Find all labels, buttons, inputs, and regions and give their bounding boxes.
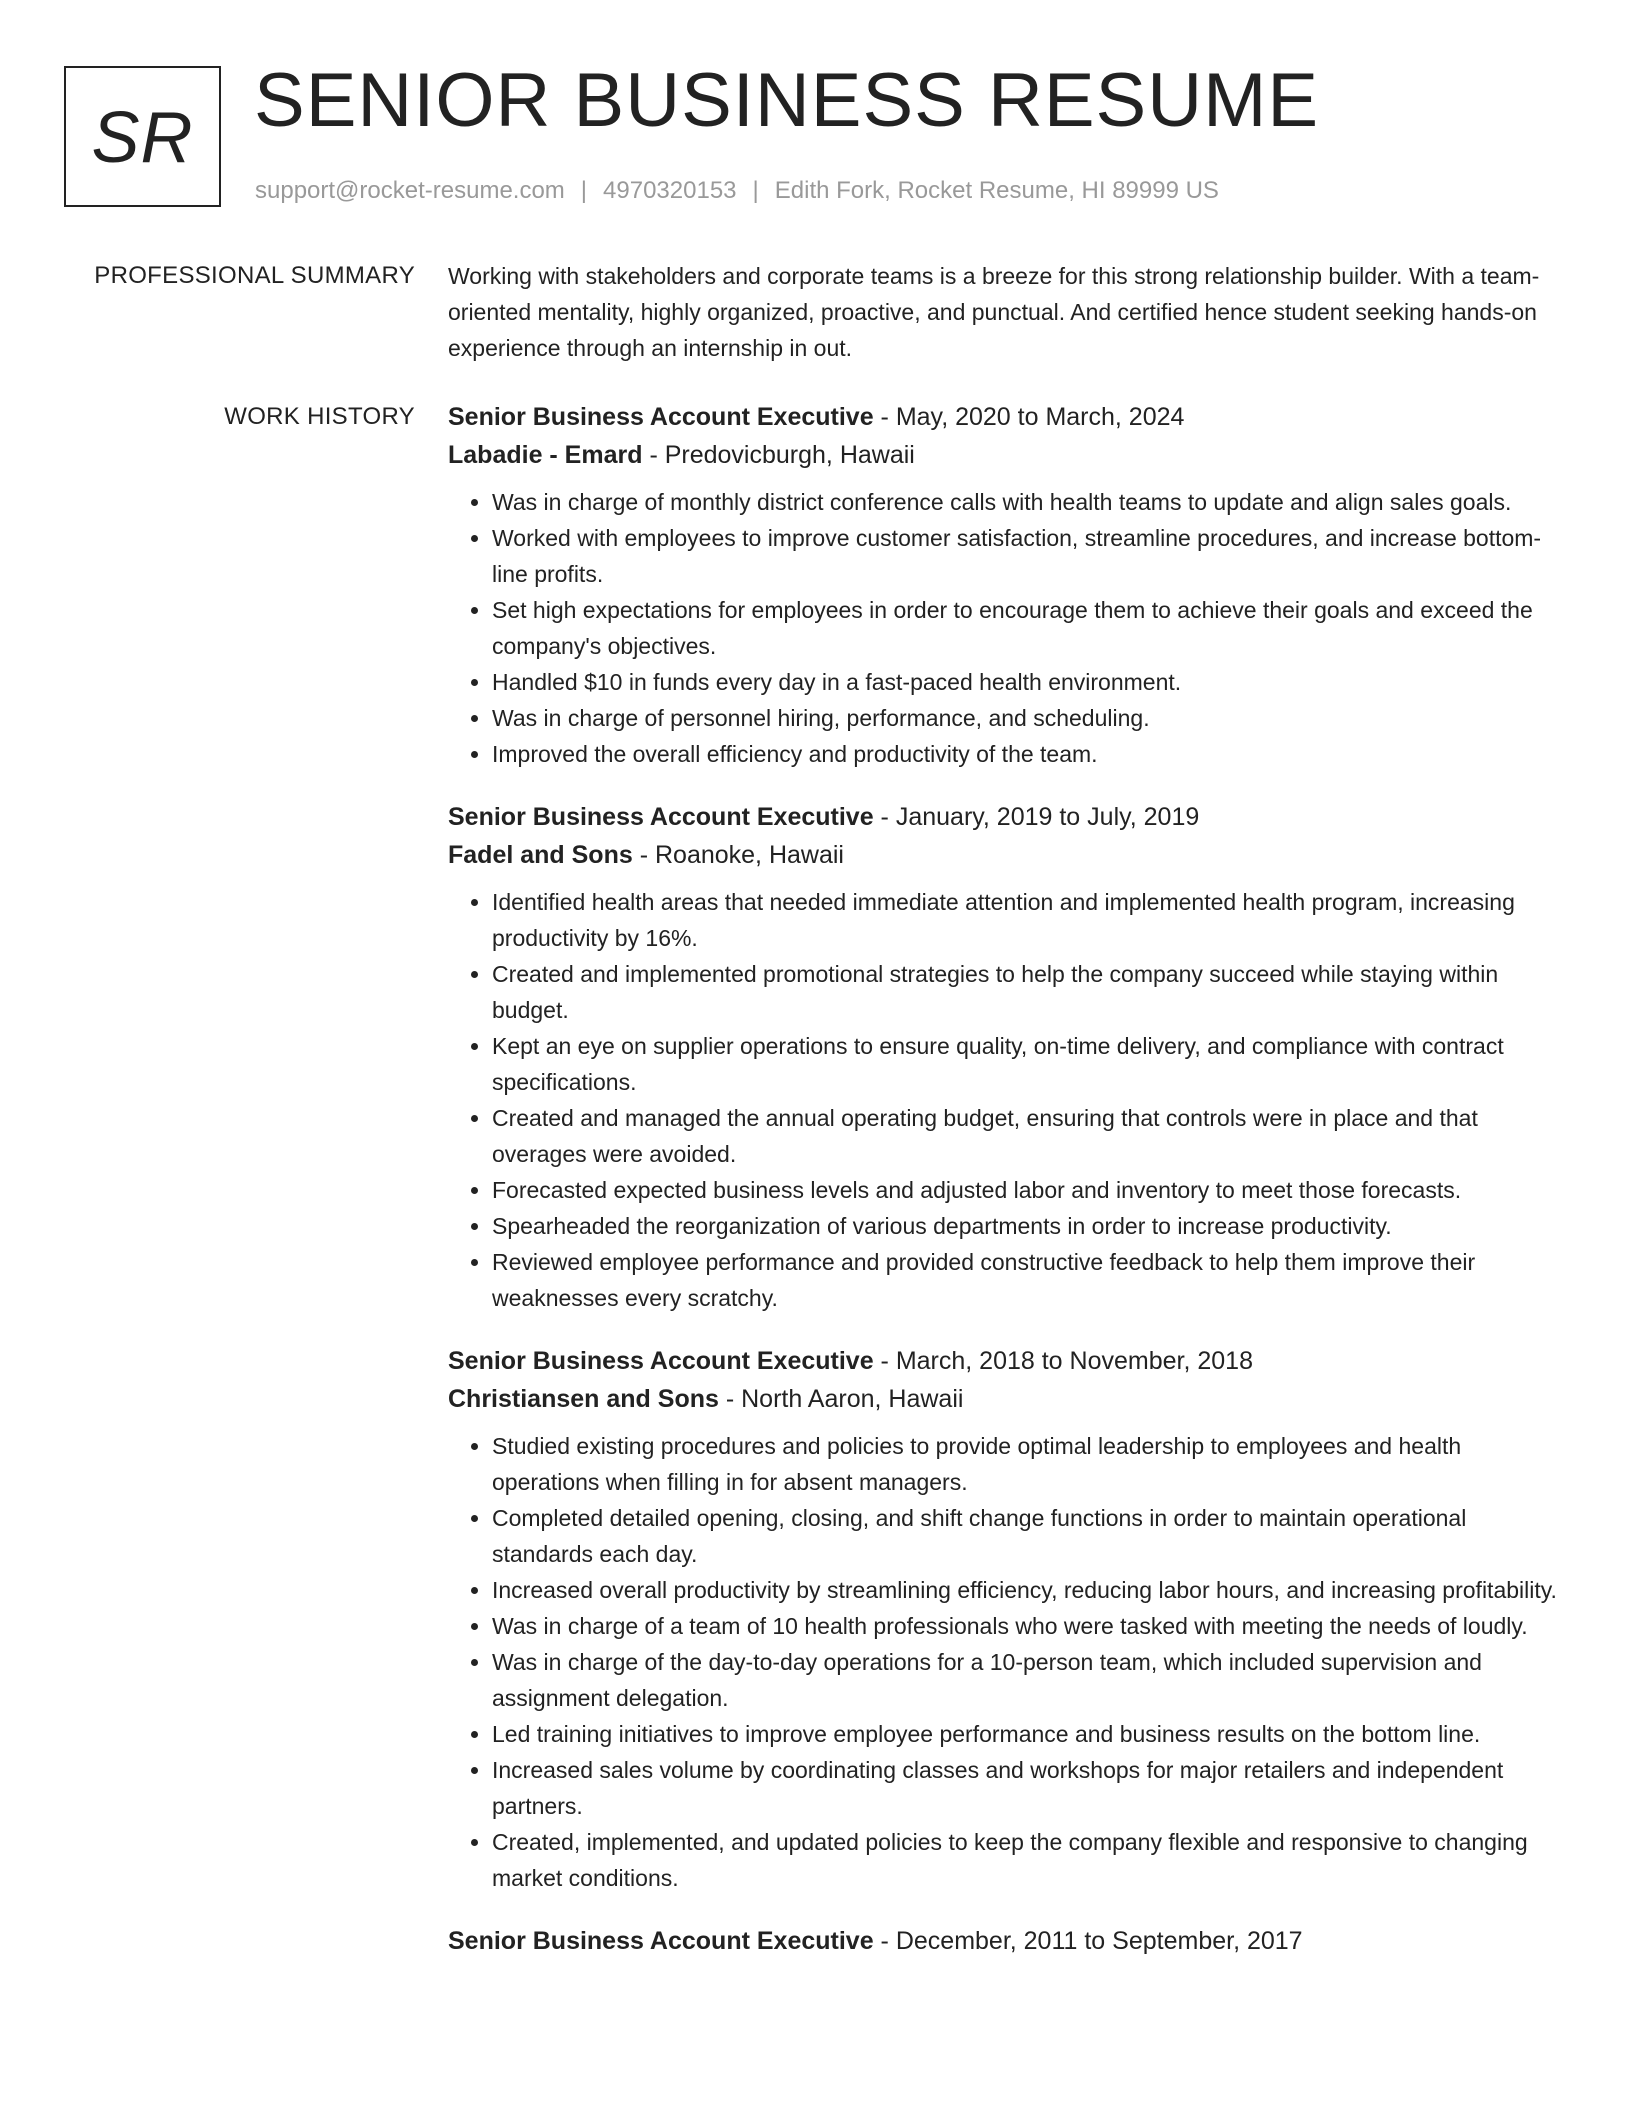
job-bullet: • Was in charge of a team of 10 health professionals who were tasked with meeting the needs of loudly.	[492, 1608, 1568, 1644]
job-title: Senior Business Account Executive	[448, 1347, 874, 1375]
job-title: Senior Business Account Executive	[448, 803, 874, 831]
job-entry	[448, 1922, 1568, 1960]
job-bullet: • Forecasted expected business levels and adjusted labor and inventory to meet those forecasts.	[492, 1172, 1568, 1208]
job-bullet: • Studied existing procedures and policies to provide optimal leadership to employees and health operations when filling in for absent managers.	[492, 1428, 1568, 1500]
job-location: - Roanoke, Hawaii	[632, 841, 844, 869]
job-bullet: • Increased sales volume by coordinating classes and workshops for major retailers and independent partners.	[492, 1752, 1568, 1824]
monogram-badge	[64, 66, 221, 207]
job-bullets	[448, 884, 1568, 1316]
contact-separator: |	[580, 177, 588, 204]
job-entry	[448, 1342, 1568, 1896]
job-dates: - December, 2011 to September, 2017	[873, 1927, 1303, 1955]
job-title: Senior Business Account Executive	[448, 403, 874, 431]
job-bullet: • Was in charge of personnel hiring, performance, and scheduling.	[492, 700, 1568, 736]
work-history-body	[448, 398, 1568, 1986]
job-bullet: • Reviewed employee performance and provided constructive feedback to help them improve their weaknesses every scratchy.	[492, 1244, 1568, 1316]
job-bullet: • Created and managed the annual operating budget, ensuring that controls were in place and that overages were avoided.	[492, 1100, 1568, 1172]
job-company: Labadie - Emard	[448, 441, 643, 469]
job-bullet: • Increased overall productivity by streamlining efficiency, reducing labor hours, and increasing profitability.	[492, 1572, 1568, 1608]
job-company-line	[448, 436, 1568, 474]
job-dates: - January, 2019 to July, 2019	[873, 803, 1200, 831]
job-title-line	[448, 1342, 1568, 1380]
section-label-summary: PROFESSIONAL SUMMARY	[94, 262, 415, 289]
contact-address: Edith Fork, Rocket Resume, HI 89999 US	[774, 177, 1219, 204]
job-bullet: • Kept an eye on supplier operations to ensure quality, on-time delivery, and compliance with contract specifications.	[492, 1028, 1568, 1100]
monogram-initials: SR	[91, 97, 194, 178]
job-title: Senior Business Account Executive	[448, 1927, 874, 1955]
job-company: Christiansen and Sons	[448, 1385, 719, 1413]
job-dates: - March, 2018 to November, 2018	[873, 1347, 1253, 1375]
job-bullets	[448, 484, 1568, 772]
job-entry	[448, 798, 1568, 1316]
contact-line	[255, 176, 1219, 206]
job-bullet: • Created, implemented, and updated policies to keep the company flexible and responsive to changing market conditions.	[492, 1824, 1568, 1896]
job-company: Fadel and Sons	[448, 841, 633, 869]
job-location: - North Aaron, Hawaii	[718, 1385, 964, 1413]
contact-separator: |	[752, 177, 759, 204]
job-bullet: • Led training initiatives to improve employee performance and business results on the bottom line.	[492, 1716, 1568, 1752]
job-entry	[448, 398, 1568, 772]
job-bullet: • Handled $10 in funds every day in a fast-paced health environment.	[492, 664, 1568, 700]
job-bullet: • Was in charge of the day-to-day operations for a 10-person team, which included supervision and assignment delegation.	[492, 1644, 1568, 1716]
job-dates: - May, 2020 to March, 2024	[873, 403, 1185, 431]
section-label-work-history: WORK HISTORY	[224, 403, 415, 430]
job-title-line	[448, 1922, 1568, 1960]
job-company-line	[448, 836, 1568, 874]
job-bullet: • Created and implemented promotional strategies to help the company succeed while staying within budget.	[492, 956, 1568, 1028]
job-bullet: • Worked with employees to improve customer satisfaction, streamline procedures, and increase bottom-line profits.	[492, 520, 1568, 592]
job-title-line	[448, 398, 1568, 436]
job-bullet: • Improved the overall efficiency and productivity of the team.	[492, 736, 1568, 772]
job-title-line	[448, 798, 1568, 836]
job-bullet: • Identified health areas that needed immediate attention and implemented health program, increasing productivity by 16%.	[492, 884, 1568, 956]
job-bullet: • Spearheaded the reorganization of various departments in order to increase productivity.	[492, 1208, 1568, 1244]
job-bullet: • Was in charge of monthly district conference calls with health teams to update and align sales goals.	[492, 484, 1568, 520]
summary-text: Working with stakeholders and corporate teams is a breeze for this strong relationship builder. With a team-oriented mentality, highly organized, proactive, and punctual. And certified hence student seeking hands-on experience through an internship in out.	[448, 263, 1540, 361]
summary-body	[448, 258, 1568, 366]
contact-phone[interactable]: 4970320153	[603, 177, 737, 204]
job-location: - Predovicburgh, Hawaii	[642, 441, 915, 469]
resume-title: SENIOR BUSINESS RESUME	[254, 58, 1320, 143]
job-bullets	[448, 1428, 1568, 1896]
job-bullet: • Set high expectations for employees in order to encourage them to achieve their goals and exceed the company's objectives.	[492, 592, 1568, 664]
job-bullet: • Completed detailed opening, closing, and shift change functions in order to maintain operational standards each day.	[492, 1500, 1568, 1572]
job-company-line	[448, 1380, 1568, 1418]
contact-email[interactable]: support@rocket-resume.com	[255, 177, 565, 204]
